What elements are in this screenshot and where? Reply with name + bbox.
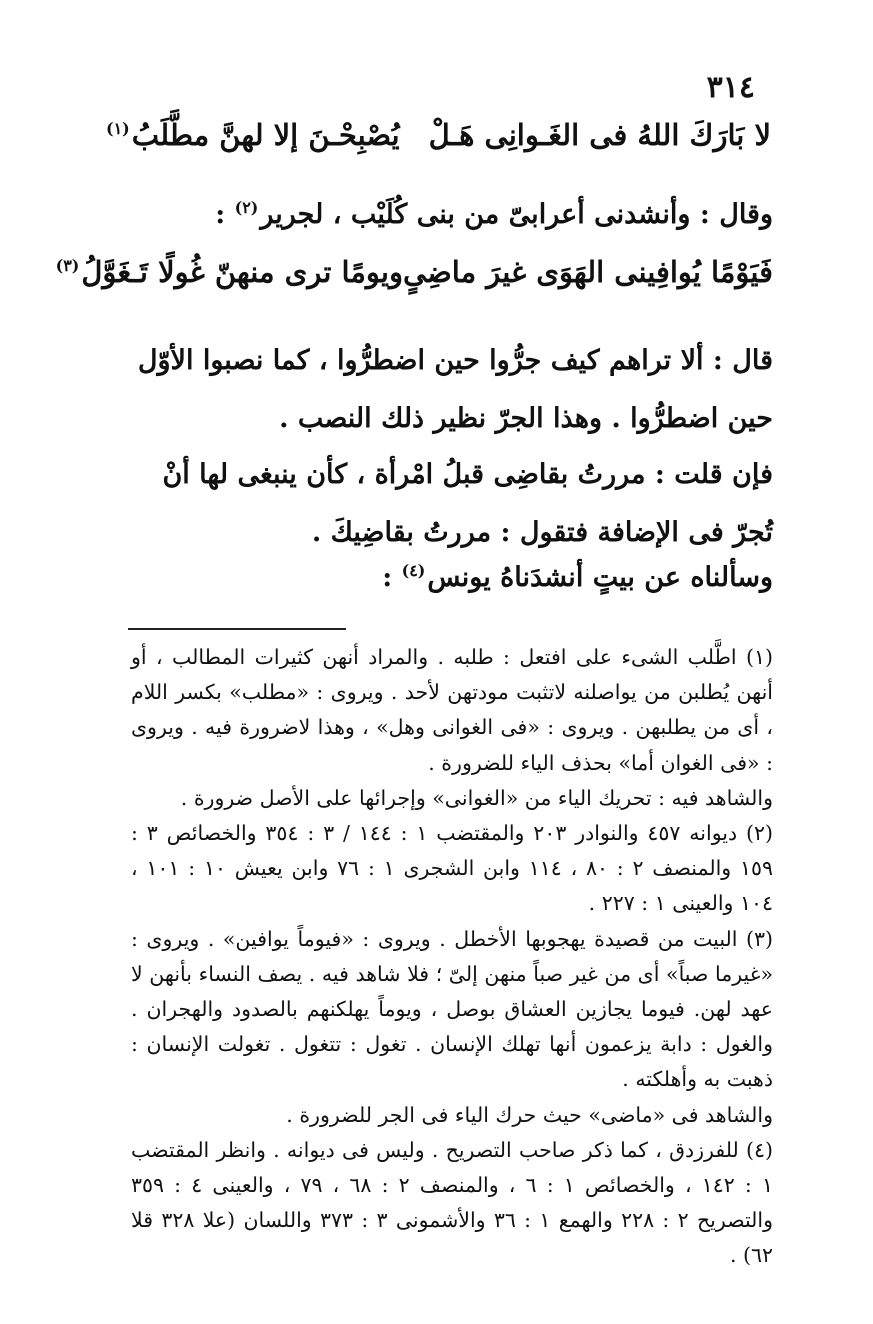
footnote-marker-3: (٣) <box>55 256 80 276</box>
verse-2-second-hemistich <box>56 255 403 290</box>
footnote-3: (٣) البيت من قصيدة يهجوبها الأخطل . ويروى : «فيوماً يوافين» . ويروى : «غيرما صباً» أى من غير صباً منهن إلىّ ؛ فلا شاهد فيه . يصف النساء بأنهن لا عهد لهن. فيوما يجازين العشاق بوصل ، ويوماً يهلكنهم بالصدود والهجران . والغول : دابة يزعمون أنها تهلك الإنسان . تغول : تتغول . تغولت الإنسان : ذهبت به وأهلكته . <box>131 926 773 1092</box>
verse-line-2 <box>55 255 773 290</box>
footnote-2: (٢) ديوانه ٤٥٧ والنوادر ٢٠٣ والمقتضب ١ : ١٤٤ / ٣ : ٣٥٤ والخصائص ٣ : ١٥٩ والمنصف ٢ : ٨٠ ، ١١٤ وابن الشجرى ١ : ٧٦ وابن يعيش ١٠ : ١٠١ ، ١٠٤ والعينى ١ : ٢٢٧ . <box>131 821 774 916</box>
footnote-4: (٤) للفرزدق ، كما ذكر صاحب التصريح . وليس فى ديوانه . وانظر المقتضب ١ : ١٤٢ ، والخصائص ١ : ٦ ، والمنصف ٢ : ٦٨ ، ٧٩ ، والعينى ٤ : ٣٥٩ والتصريح ٢ : ٢٢٨ والهمع ١ : ٣٦ والأشمونى ٣ : ٣٧٣ واللسان (علا ٣٢٨ قلا ٦٢) . <box>131 1137 773 1268</box>
paragraph-4-text: وسألناه عن بيتٍ أنشدَناهُ يونس <box>427 562 773 593</box>
verse-2-second-text: ويومًا ترى منهنّ غُولًا تَـغَوَّلُ <box>81 255 403 289</box>
footnote-marker-4: (٤) <box>401 561 426 580</box>
verse-2-first-hemistich: فَيَوْمًا يُوافِينى الهَوَى غيرَ ماضِىٍ <box>402 255 773 289</box>
footnote-1: (١) اطَّلب الشىء على افتعل : طلبه . والمراد أنهن كثيرات المطالب ، أو أنهن يُطلبن من يواصلنه لاتثبت مودتهن لأحد . ويروى : «مطلب» بكسر اللام ، أى من يطلبهن . ويروى : «فى الغوانى وهل» ، وهذا لاضرورة فيه . ويروى : «فى الغوان أما» بحذف الياء للضرورة . <box>131 645 773 775</box>
paragraph-4-tail: : <box>382 562 402 593</box>
verse-1-second-text: يُصْبِحْـنَ إلا لهنَّ مطَّلَبُ <box>131 118 400 152</box>
footnote-1-witness: والشاهد فيه : تحريك الياء من «الغوانى» وإجرائها على الأصل ضرورة . <box>180 785 773 810</box>
footnote-separator <box>128 628 346 630</box>
paragraph-3: فإن قلت : مررتُ بقاضِى قبلُ امْرأة ، كأن ينبغى لها أنْ تُجرّ فى الإضافة فتقول : مررتُ بقاضِيكَ . <box>162 459 773 548</box>
paragraph-1-text: وقال : وأنشدنى أعرابىّ من بنى كُلَيْب ، لجرير <box>260 199 773 230</box>
verse-1-second-hemistich <box>106 118 400 153</box>
footnotes <box>131 640 773 1274</box>
paragraph-2: قال : ألا تراهم كيف جرُّوا حين اضطرُّوا ، كما نصبوا الأوّل حين اضطرُّوا . وهذا الجرّ نظير ذلك النصب . <box>137 345 773 434</box>
footnote-marker-2: (٢) <box>234 198 259 217</box>
footnote-3-witness: والشاهد فى «ماضى» حيث حرك الياء فى الجر للضرورة . <box>286 1102 773 1127</box>
paragraph-1-tail: : <box>215 199 235 230</box>
paragraph-4 <box>382 561 773 594</box>
verse-1-first-hemistich: لا بَارَكَ اللهُ فى الغَـوانِى هَـلْ <box>428 118 771 152</box>
footnote-marker-1: (١) <box>106 119 130 139</box>
page-number: ٣١٤ <box>706 70 755 105</box>
verse-line-1 <box>106 118 771 153</box>
paragraph-1 <box>215 198 773 231</box>
